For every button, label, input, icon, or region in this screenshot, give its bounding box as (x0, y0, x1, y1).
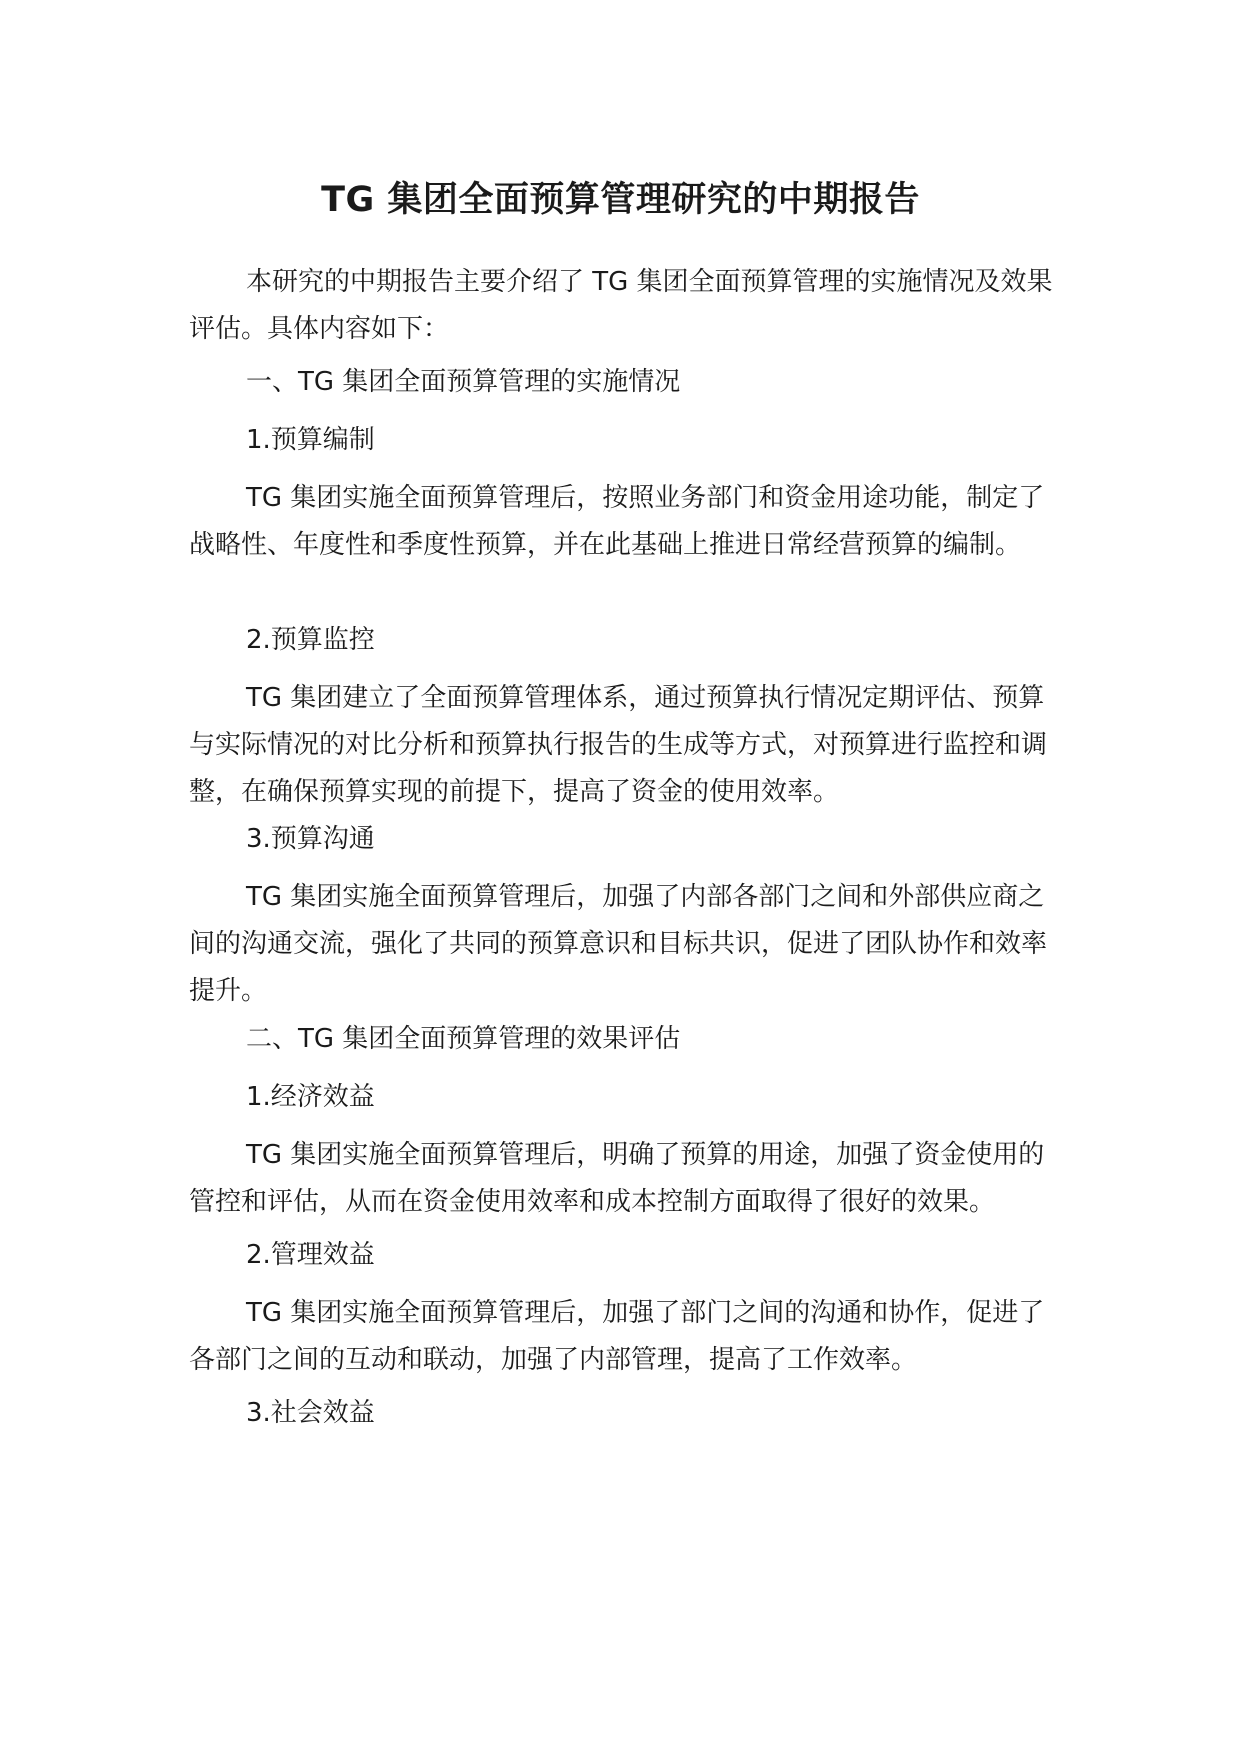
section-heading-implementation: 一、TG 集团全面预算管理的实施情况 (246, 367, 681, 397)
paragraph-budget-preparation: TG 集团实施全面预算管理后，按照业务部门和资金用途功能，制定了战略性、年度性和季度性预算，并在此基础上推进日常经营预算的编制。 (189, 483, 1045, 560)
document-title: TG 集团全面预算管理研究的中期报告 (321, 180, 920, 220)
section-heading-evaluation: 二、TG 集团全面预算管理的效果评估 (246, 1024, 681, 1054)
subheading-management-benefits: 2.管理效益 (246, 1240, 375, 1270)
subheading-budget-preparation: 1.预算编制 (246, 425, 375, 455)
paragraph-budget-monitoring: TG 集团建立了全面预算管理体系，通过预算执行情况定期评估、预算与实际情况的对比分析和预算执行报告的生成等方式，对预算进行监控和调整，在确保预算实现的前提下，提高了资金的使用效率。 (189, 683, 1048, 807)
paragraph-management-benefits: TG 集团实施全面预算管理后，加强了部门之间的沟通和协作，促进了各部门之间的互动和联动，加强了内部管理，提高了工作效率。 (189, 1298, 1045, 1375)
subheading-budget-communication: 3.预算沟通 (246, 824, 375, 854)
paragraph-budget-communication: TG 集团实施全面预算管理后，加强了内部各部门之间和外部供应商之间的沟通交流，强化了共同的预算意识和目标共识，促进了团队协作和效率提升。 (189, 882, 1048, 1006)
paragraph-economic-benefits: TG 集团实施全面预算管理后，明确了预算的用途，加强了资金使用的管控和评估，从而在资金使用效率和成本控制方面取得了很好的效果。 (189, 1140, 1045, 1217)
subheading-social-benefits: 3.社会效益 (246, 1398, 375, 1428)
subheading-budget-monitoring: 2.预算监控 (246, 625, 375, 655)
subheading-economic-benefits: 1.经济效益 (246, 1082, 375, 1112)
intro-paragraph: 本研究的中期报告主要介绍了 TG 集团全面预算管理的实施情况及效果评估。具体内容如下： (189, 267, 1053, 344)
